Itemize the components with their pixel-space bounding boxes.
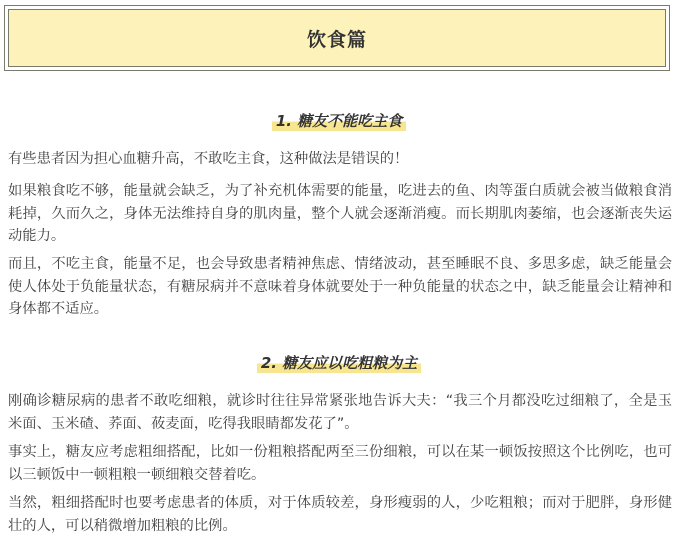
paragraph-1-2: 如果粮食吃不够，能量就会缺乏，为了补充机体需要的能量，吃进去的鱼、肉等蛋白质就会被当做粮食消耗掉，久而久之，身体无法维持自身的肌肉量，整个人就会逐渐消瘦。而长期肌肉萎缩，也会逐渐丧失运动能力。 bbox=[8, 183, 672, 244]
section-heading-2 bbox=[0, 352, 678, 374]
section-heading-1 bbox=[0, 110, 678, 132]
paragraph-2-1: 刚确诊糖尿病的患者不敢吃细粮，就诊时往往异常紧张地告诉大夫：“我三个月都没吃过细粮了，全是玉米面、玉米碴、荞面、莜麦面，吃得我眼睛都发花了”。 bbox=[8, 393, 672, 432]
banner-title: 饮食篇 bbox=[306, 28, 367, 51]
paragraph-2-2: 事实上，糖友应考虑粗细搭配，比如一份粗粮搭配两至三份细粮，可以在某一顿饭按照这个比例吃，也可以三顿饭中一顿粗粮一顿细粮交替着吃。 bbox=[8, 444, 672, 483]
section-banner bbox=[4, 5, 670, 71]
banner-inner bbox=[8, 9, 666, 67]
paragraph-1-3: 而且，不吃主食，能量不足，也会导致患者精神焦虑、情绪波动，甚至睡眠不良、多思多虑，缺乏能量会使人体处于负能量状态，有糖尿病并不意味着身体就要处于一种负能量的状态之中，缺乏能量会让精神和身体都不适应。 bbox=[8, 256, 672, 317]
paragraph-2-3: 当然，粗细搭配时也要考虑患者的体质，对于体质较差，身形瘦弱的人，少吃粗粮；而对于肥胖，身形健壮的人，可以稍微增加粗粮的比例。 bbox=[8, 495, 672, 534]
section-heading-2-text: 2. 糖友应以吃粗粮为主 bbox=[257, 352, 421, 374]
paragraph-1-1: 有些患者因为担心血糖升高，不敢吃主食，这种做法是错误的！ bbox=[8, 151, 409, 167]
section-heading-1-text: 1. 糖友不能吃主食 bbox=[272, 110, 406, 132]
